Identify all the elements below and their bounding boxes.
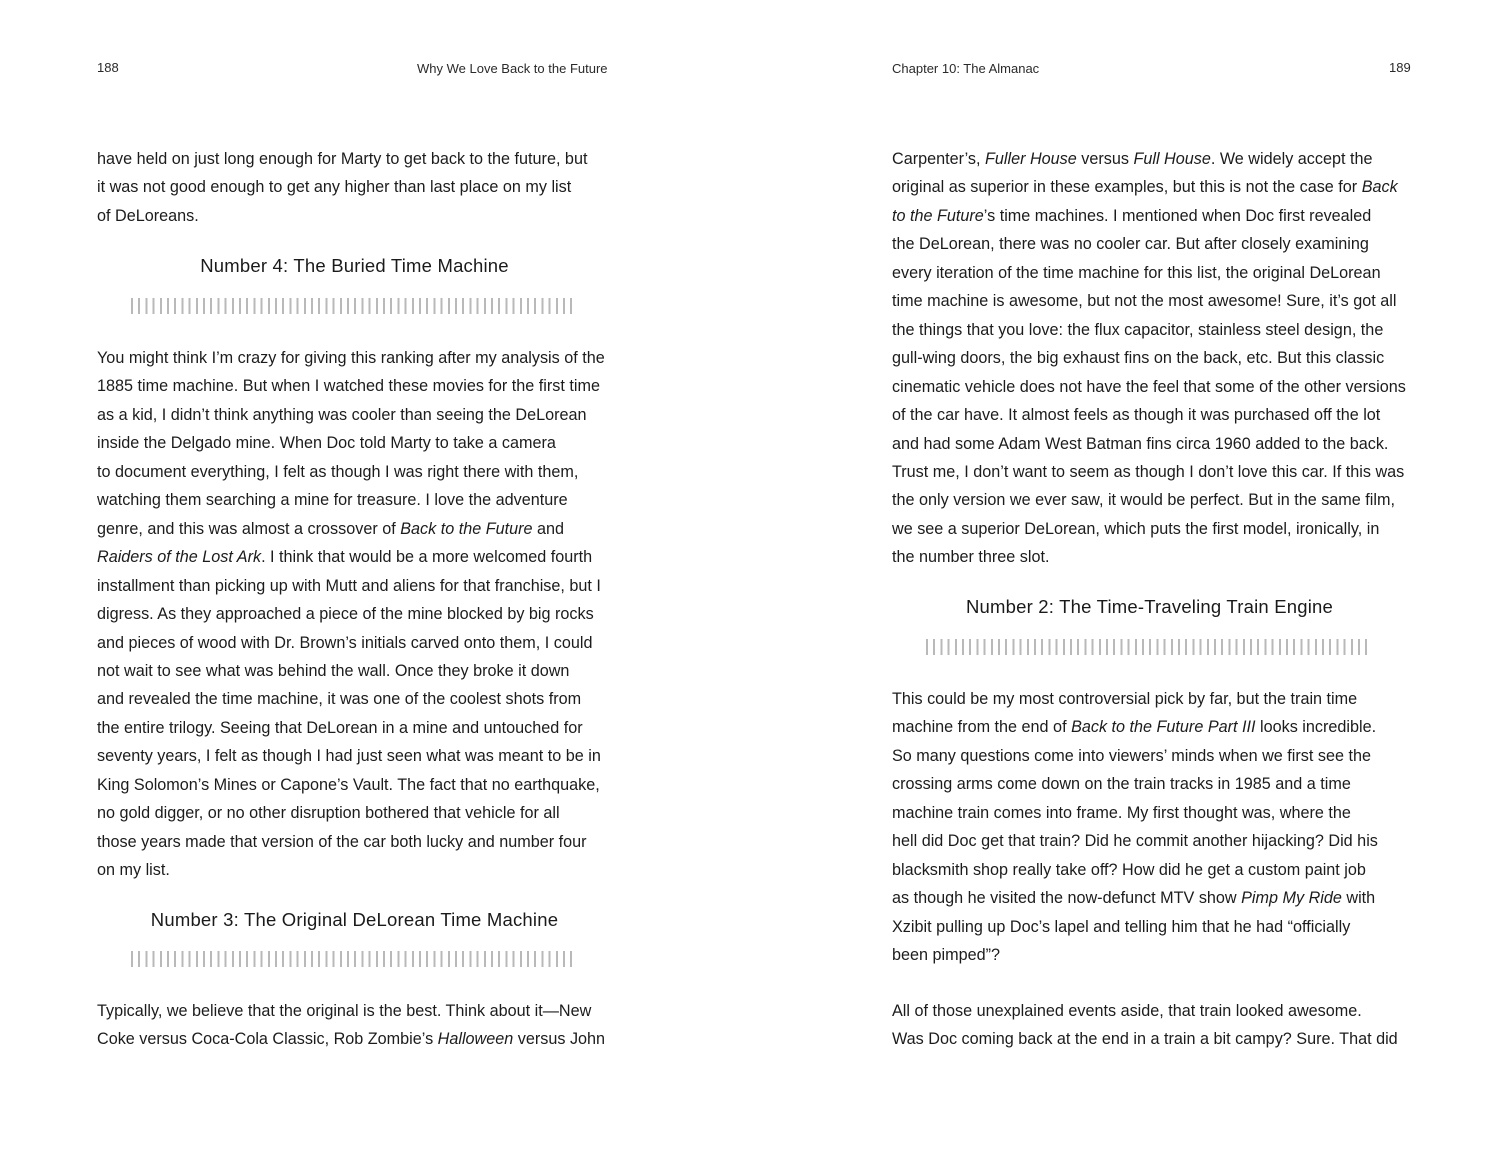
text-line: Raiders of the Lost Ark. I think that would be a more welcomed fourth xyxy=(97,548,593,567)
text-line: Coke versus Coca-Cola Classic, Rob Zombie’s Halloween versus John xyxy=(97,1030,606,1049)
text-line: 1885 time machine. But when I watched these movies for the first time xyxy=(97,377,600,396)
text-line: those years made that version of the car both lucky and number four xyxy=(97,832,587,851)
paragraph xyxy=(892,997,1407,1054)
italic-title: Pimp My Ride xyxy=(1241,889,1342,908)
text-line: This could be my most controversial pick by far, but the train time xyxy=(892,690,1358,708)
text-line: and pieces of wood with Dr. Brown’s initials carved onto them, I could xyxy=(97,633,593,652)
text-line: Trust me, I don’t want to seem as though I don’t love this car. If this was xyxy=(892,462,1405,481)
text-line: King Solomon’s Mines or Capone’s Vault. The fact that no earthquake, xyxy=(97,775,600,794)
page-number: 189 xyxy=(1389,60,1411,75)
text-line: digress. As they approached a piece of the mine blocked by big rocks xyxy=(97,605,594,624)
italic-title: Back xyxy=(1361,178,1398,197)
text-line: and revealed the time machine, it was one of the coolest shots from xyxy=(97,690,582,709)
paragraph xyxy=(97,344,612,885)
text-line: Was Doc coming back at the end in a train a bit campy? Sure. That did xyxy=(892,1030,1398,1049)
ornament-divider xyxy=(131,298,575,314)
right-page xyxy=(750,0,1500,1159)
text-line: So many questions come into viewers’ minds when we first see the xyxy=(892,746,1371,765)
text-line: been pimped”? xyxy=(892,946,1000,965)
text-line: cinematic vehicle does not have the feel that some of the other versions xyxy=(892,377,1406,396)
italic-title: Back to the Future xyxy=(400,519,533,538)
text-line: gull-wing doors, the big exhaust fins on the back, etc. But this classic xyxy=(892,349,1385,368)
text-line: seventy years, I felt as though I had just seen what was meant to be in xyxy=(97,747,601,766)
text-line: inside the Delgado mine. When Doc told Marty to take a camera xyxy=(97,434,556,453)
text-line: the number three slot. xyxy=(892,548,1050,567)
text-line: the things that you love: the flux capacitor, stainless steel design, the xyxy=(892,320,1384,339)
section-heading: Number 3: The Original DeLorean Time Machine xyxy=(150,909,559,930)
text-line: we see a superior DeLorean, which puts the first model, ironically, in xyxy=(892,519,1380,538)
text-line: and had some Adam West Batman fins circa 1960 added to the back. xyxy=(892,434,1389,453)
text-line: no gold digger, or no other disruption bothered that vehicle for all xyxy=(97,804,560,823)
italic-title: Back to the Future Part III xyxy=(1071,718,1256,737)
text-line: on my list. xyxy=(97,861,170,880)
running-head: Chapter 10: The Almanac xyxy=(892,61,1040,76)
text-line: Typically, we believe that the original is the best. Think about it—New xyxy=(97,1002,592,1020)
text-line: machine from the end of Back to the Future Part III looks incredible. xyxy=(892,718,1377,737)
italic-title: to the Future xyxy=(892,206,984,225)
paragraph xyxy=(97,997,612,1054)
italic-title: Full House xyxy=(1133,150,1211,168)
text-line: time machine is awesome, but not the most awesome! Sure, it’s got all xyxy=(892,292,1397,311)
text-line: have held on just long enough for Marty to get back to the future, but xyxy=(97,150,588,168)
text-line: You might think I’m crazy for giving this ranking after my analysis of the xyxy=(97,349,605,367)
text-line: the only version we ever saw, it would be perfect. But in the same film, xyxy=(892,491,1395,510)
text-line: Carpenter’s, Fuller House versus Full House. We widely accept the xyxy=(892,150,1373,168)
text-line: watching them searching a mine for treasure. I love the adventure xyxy=(97,491,568,510)
text-line: machine train comes into frame. My first thought was, where the xyxy=(892,803,1351,822)
text-line: of DeLoreans. xyxy=(97,206,199,225)
text-line: to the Future’s time machines. I mentioned when Doc first revealed xyxy=(892,206,1372,225)
text-line: it was not good enough to get any higher than last place on my list xyxy=(97,178,572,197)
italic-title: Fuller House xyxy=(984,150,1077,168)
paragraph xyxy=(892,145,1407,572)
italic-title: Halloween xyxy=(437,1030,514,1049)
text-line: as though he visited the now-defunct MTV show Pimp My Ride with xyxy=(892,889,1376,908)
italic-title: Raiders of the Lost Ark xyxy=(97,548,262,567)
text-line: the entire trilogy. Seeing that DeLorean in a mine and untouched for xyxy=(97,718,583,737)
text-line: blacksmith shop really take off? How did he get a custom paint job xyxy=(892,860,1366,879)
running-head: Why We Love Back to the Future xyxy=(417,61,608,76)
text-line: every iteration of the time machine for this list, the original DeLorean xyxy=(892,263,1381,282)
page-number: 188 xyxy=(97,60,119,75)
paragraph xyxy=(892,685,1407,970)
text-line: Xzibit pulling up Doc’s lapel and telling him that he had “officially xyxy=(892,917,1351,936)
text-line: All of those unexplained events aside, that train looked awesome. xyxy=(892,1002,1362,1020)
text-line: the DeLorean, there was no cooler car. But after closely examining xyxy=(892,235,1369,254)
text-line: hell did Doc get that train? Did he commit another hijacking? Did his xyxy=(892,832,1378,851)
text-line: installment than picking up with Mutt and aliens for that franchise, but I xyxy=(97,576,601,595)
text-line: as a kid, I didn’t think anything was cooler than seeing the DeLorean xyxy=(97,405,587,424)
ornament-divider xyxy=(131,951,575,967)
text-line: to document everything, I felt as though I was right there with them, xyxy=(97,462,579,481)
text-line: of the car have. It almost feels as though it was purchased off the lot xyxy=(892,406,1381,425)
ornament-divider xyxy=(926,639,1370,655)
paragraph xyxy=(97,145,612,230)
text-line: original as superior in these examples, but this is not the case for Back xyxy=(892,178,1398,197)
text-line: crossing arms come down on the train tracks in 1985 and a time xyxy=(892,775,1351,794)
section-heading: Number 2: The Time-Traveling Train Engine xyxy=(965,596,1334,617)
section-heading: Number 4: The Buried Time Machine xyxy=(200,255,509,276)
text-line: genre, and this was almost a crossover of Back to the Future and xyxy=(97,519,565,538)
text-line: not wait to see what was behind the wall. Once they broke it down xyxy=(97,661,570,680)
